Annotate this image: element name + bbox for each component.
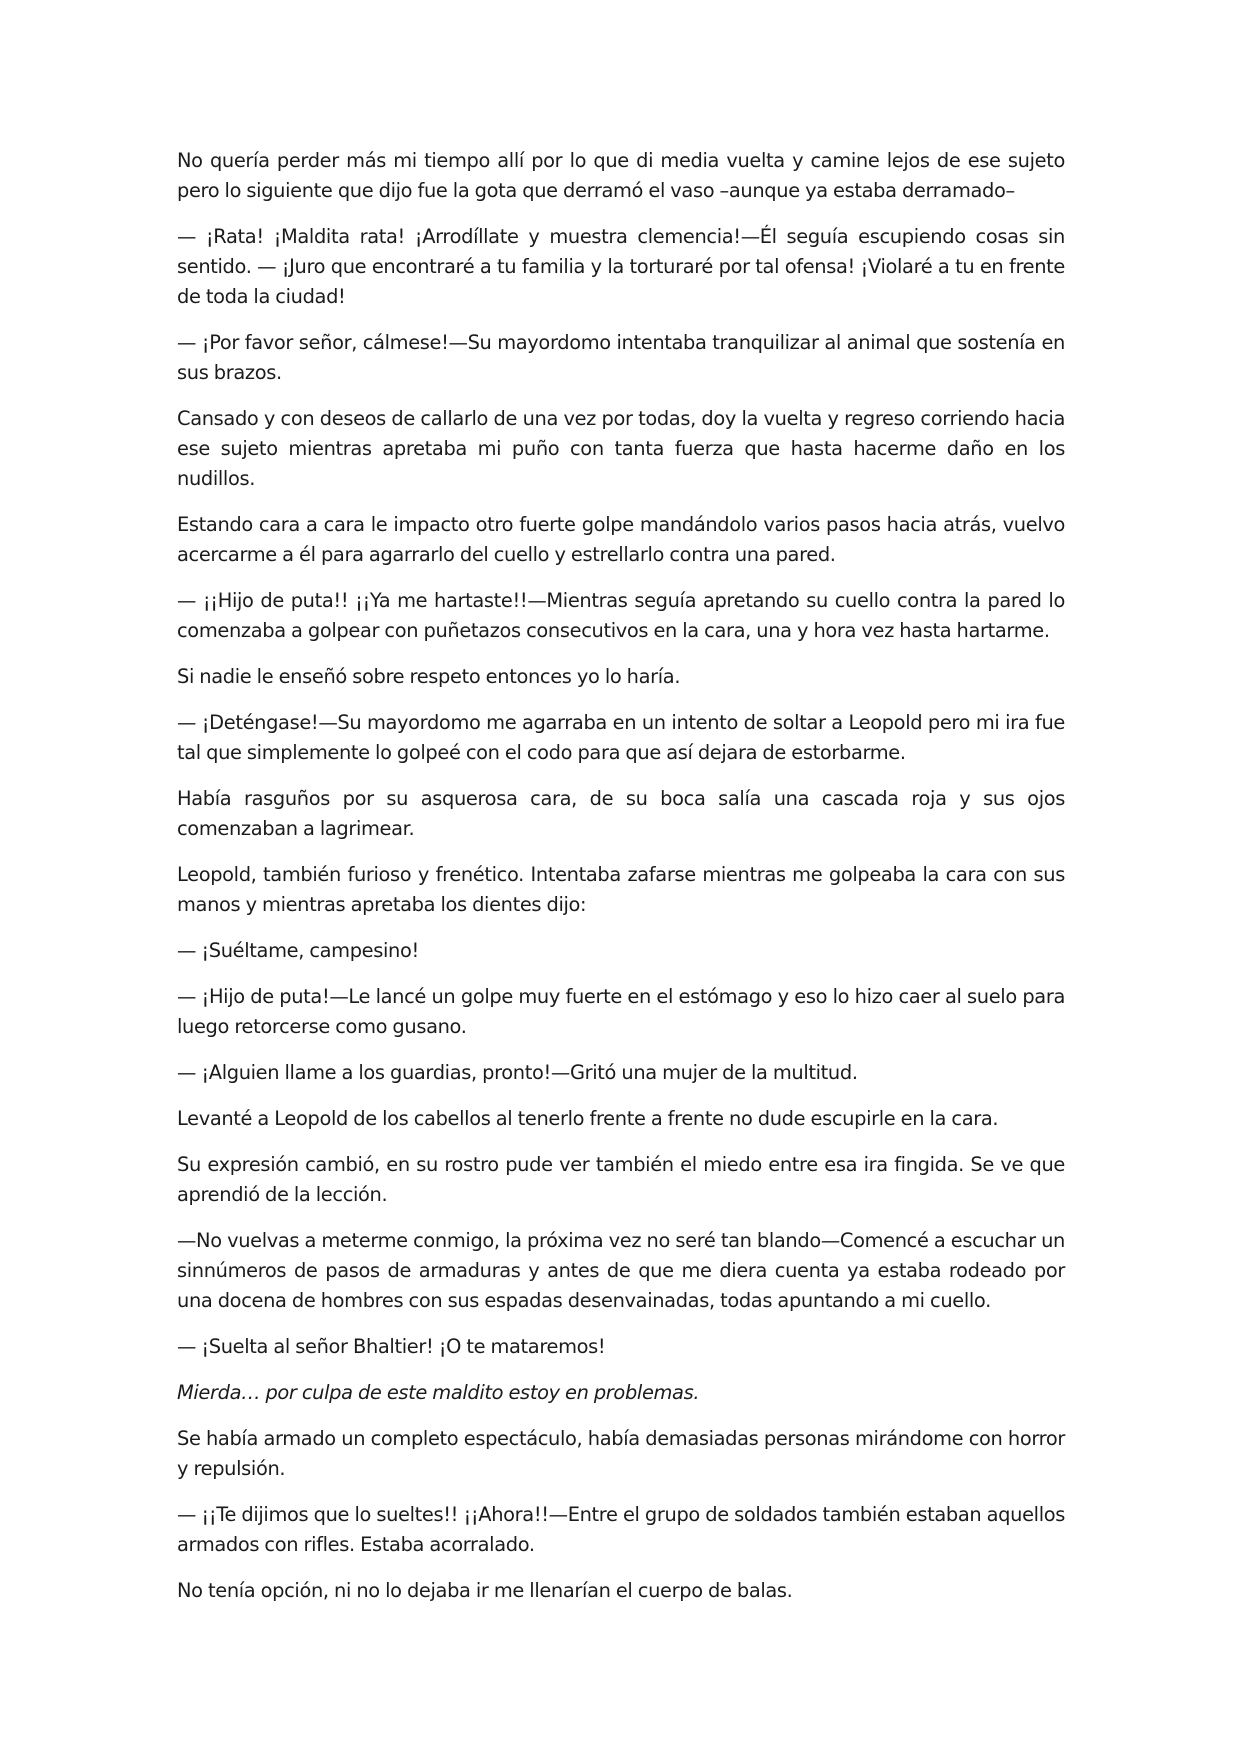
document-body bbox=[177, 146, 1065, 1622]
paragraph: — ¡Suéltame, campesino! bbox=[177, 939, 419, 962]
paragraph: — ¡Deténgase!—Su mayordomo me agarraba en un intento de soltar a Leopold pero mi ira fue tal que simplemente lo golpeé con el codo para que así dejara de estorbarme. bbox=[177, 711, 1065, 764]
paragraph: Leopold, también furioso y frenético. Intentaba zafarse mientras me golpeaba la cara con sus manos y mientras apretaba los dientes dijo: bbox=[177, 863, 1065, 916]
paragraph: Si nadie le enseñó sobre respeto entonces yo lo haría. bbox=[177, 665, 681, 688]
paragraph: — ¡¡Hijo de puta!! ¡¡Ya me hartaste!!—Mientras seguía apretando su cuello contra la pared lo comenzaba a golpear con puñetazos consecutivos en la cara, una y hora vez hasta hartarme. bbox=[177, 589, 1065, 642]
italic-paragraph: Mierda… por culpa de este maldito estoy en problemas. bbox=[177, 1381, 700, 1404]
paragraph: No tenía opción, ni no lo dejaba ir me llenarían el cuerpo de balas. bbox=[177, 1579, 793, 1602]
paragraph: — ¡Suelta al señor Bhaltier! ¡O te mataremos! bbox=[177, 1335, 606, 1358]
paragraph: — ¡Rata! ¡Maldita rata! ¡Arrodíllate y muestra clemencia!—Él seguía escupiendo cosas sin sentido. — ¡Juro que encontraré a tu familia y la torturaré por tal ofensa! ¡Violaré a tu en frente de toda la ciudad! bbox=[177, 225, 1065, 308]
paragraph: — ¡Alguien llame a los guardias, pronto!—Gritó una mujer de la multitud. bbox=[177, 1061, 858, 1084]
paragraph: Se había armado un completo espectáculo, había demasiadas personas mirándome con horror y repulsión. bbox=[177, 1427, 1065, 1480]
paragraph: —No vuelvas a meterme conmigo, la próxima vez no seré tan blando—Comencé a escuchar un sinnúmeros de pasos de armaduras y antes de que me diera cuenta ya estaba rodeado por una docena de hombres con sus espadas desenvainadas, todas apuntando a mi cuello. bbox=[177, 1229, 1065, 1312]
paragraph: Había rasguños por su asquerosa cara, de su boca salía una cascada roja y sus ojos comenzaban a lagrimear. bbox=[177, 787, 1065, 840]
paragraph: Cansado y con deseos de callarlo de una vez por todas, doy la vuelta y regreso corriendo hacia ese sujeto mientras apretaba mi puño con tanta fuerza que hasta hacerme daño en los nudillos. bbox=[177, 407, 1065, 490]
paragraph: — ¡¡Te dijimos que lo sueltes!! ¡¡Ahora!!—Entre el grupo de soldados también estaban aquellos armados con rifles. Estaba acorralado. bbox=[177, 1503, 1065, 1556]
paragraph: — ¡Hijo de puta!—Le lancé un golpe muy fuerte en el estómago y eso lo hizo caer al suelo para luego retorcerse como gusano. bbox=[177, 985, 1065, 1038]
paragraph: — ¡Por favor señor, cálmese!—Su mayordomo intentaba tranquilizar al animal que sostenía en sus brazos. bbox=[177, 331, 1065, 384]
paragraph: Estando cara a cara le impacto otro fuerte golpe mandándolo varios pasos hacia atrás, vuelvo acercarme a él para agarrarlo del cuello y estrellarlo contra una pared. bbox=[177, 513, 1065, 566]
paragraph: Levanté a Leopold de los cabellos al tenerlo frente a frente no dude escupirle en la cara. bbox=[177, 1107, 999, 1130]
paragraph: No quería perder más mi tiempo allí por lo que di media vuelta y camine lejos de ese sujeto pero lo siguiente que dijo fue la gota que derramó el vaso –aunque ya estaba derramado– bbox=[177, 149, 1065, 202]
paragraph: Su expresión cambió, en su rostro pude ver también el miedo entre esa ira fingida. Se ve que aprendió de la lección. bbox=[177, 1153, 1065, 1206]
